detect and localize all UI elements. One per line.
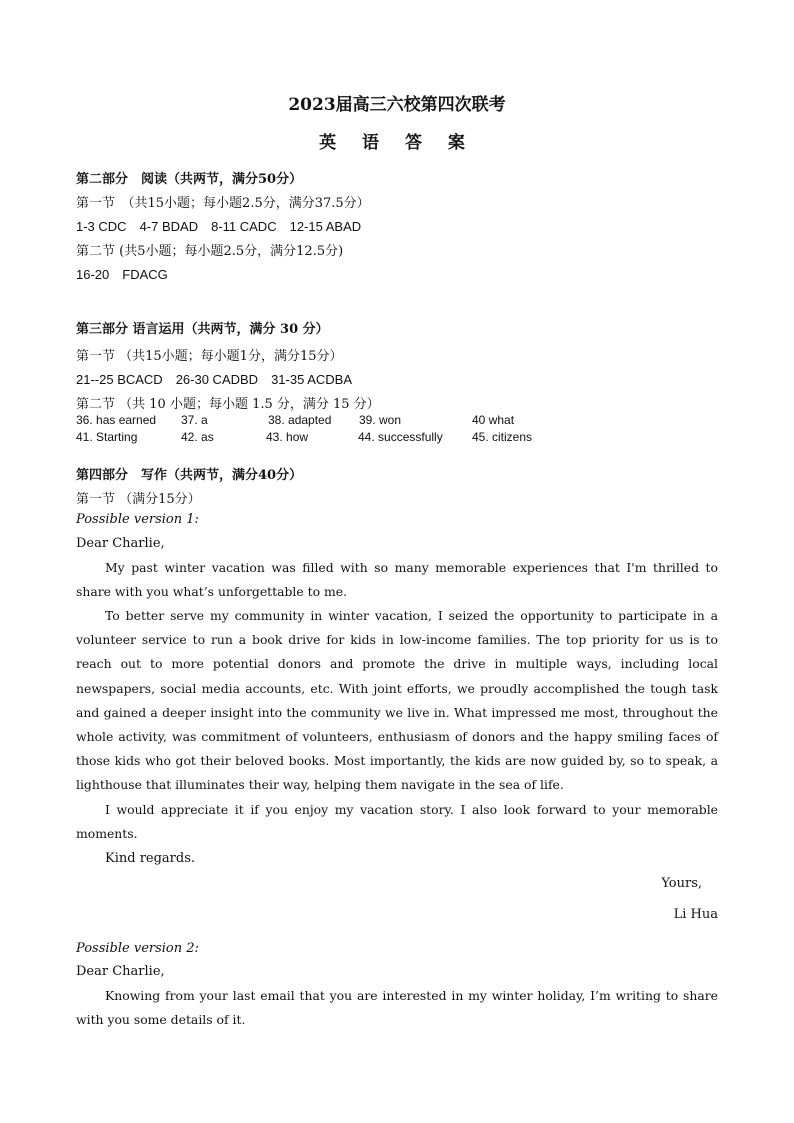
version1-yours: Yours,	[661, 876, 702, 891]
answer-38: 38. adapted	[268, 413, 332, 427]
version1-paragraph-1: My past winter vacation was filled with so many memorable experiences that I'm thrilled to share with you what’s unforgettable to me.	[76, 560, 718, 600]
answer-41: 41. Starting	[76, 430, 138, 444]
answer-42: 42. as	[181, 430, 214, 444]
answer-36: 36. has earned	[76, 413, 157, 427]
page-title: 2023届高三六校第四次联考	[288, 95, 506, 115]
answer-45: 45. citizens	[472, 430, 533, 444]
part2-section1-answers: 1-3 CDC 4-7 BDAD 8-11 CADC 12-15 ABAD	[76, 219, 362, 234]
page-subtitle: 英 语 答 案	[319, 133, 475, 153]
part2-section1-label: 第一节 （共15小题；每小题2.5分，满分37.5分）	[76, 196, 370, 211]
version1-paragraph-2: To better serve my community in winter vacation, I seized the opportunity to participate in a volunteer service to run a book drive for kids in low-income families. The top priority for us is to reach out to more potential donors and promote the drive in multiple ways, including local newspapers, social media accounts, etc. With joint efforts, we proudly accomplished the tough task and gained a deeper insight into the community we live in. What impressed me most, throughout the whole activity, was commitment of volunteers, enthusiasm of donors and the happy smiling faces of those kids who got their beloved books. Most importantly, the kids are now guided by, so to speak, a lighthouse that illuminates their way, helping them navigate in the sea of life.	[76, 608, 718, 793]
version1-signature: Li Hua	[673, 907, 718, 922]
part2-section2-answers: 16-20 FDACG	[76, 267, 168, 282]
part3-heading: 第三部分 语言运用（共两节，满分 30 分）	[76, 322, 329, 337]
version1-paragraph-3: I would appreciate it if you enjoy my vacation story. I also look forward to your memorable moments.	[76, 802, 718, 842]
part4-section1-label: 第一节 （满分15分）	[76, 492, 201, 507]
part3-section2-label: 第二节 （共 10 小题；每小题 1.5 分，满分 15 分）	[76, 397, 380, 412]
version2-label: Possible version 2:	[76, 941, 199, 956]
answer-44: 44. successfully	[358, 430, 443, 444]
answer-43: 43. how	[266, 430, 309, 444]
answer-40: 40 what	[472, 413, 515, 427]
part3-section1-answers: 21--25 BCACD 26-30 CADBD 31-35 ACDBA	[76, 372, 352, 387]
version1-closing: Kind regards.	[105, 851, 196, 866]
part2-section2-label: 第二节 (共5小题；每小题2.5分，满分12.5分)	[76, 244, 344, 259]
answer-37: 37. a	[181, 413, 208, 427]
answer-39: 39. won	[359, 413, 402, 427]
part2-heading: 第二部分 阅读（共两节，满分50分）	[76, 172, 303, 187]
version1-label: Possible version 1:	[76, 512, 199, 527]
version2-paragraph-1: Knowing from your last email that you are interested in my winter holiday, I’m writing to share with you some details of it.	[76, 988, 718, 1028]
version2-greeting: Dear Charlie,	[76, 964, 165, 979]
version1-greeting: Dear Charlie,	[76, 536, 165, 551]
part3-section1-label: 第一节 （共15小题；每小题1分，满分15分）	[76, 349, 343, 364]
part4-heading: 第四部分 写作（共两节，满分40分）	[76, 468, 303, 483]
